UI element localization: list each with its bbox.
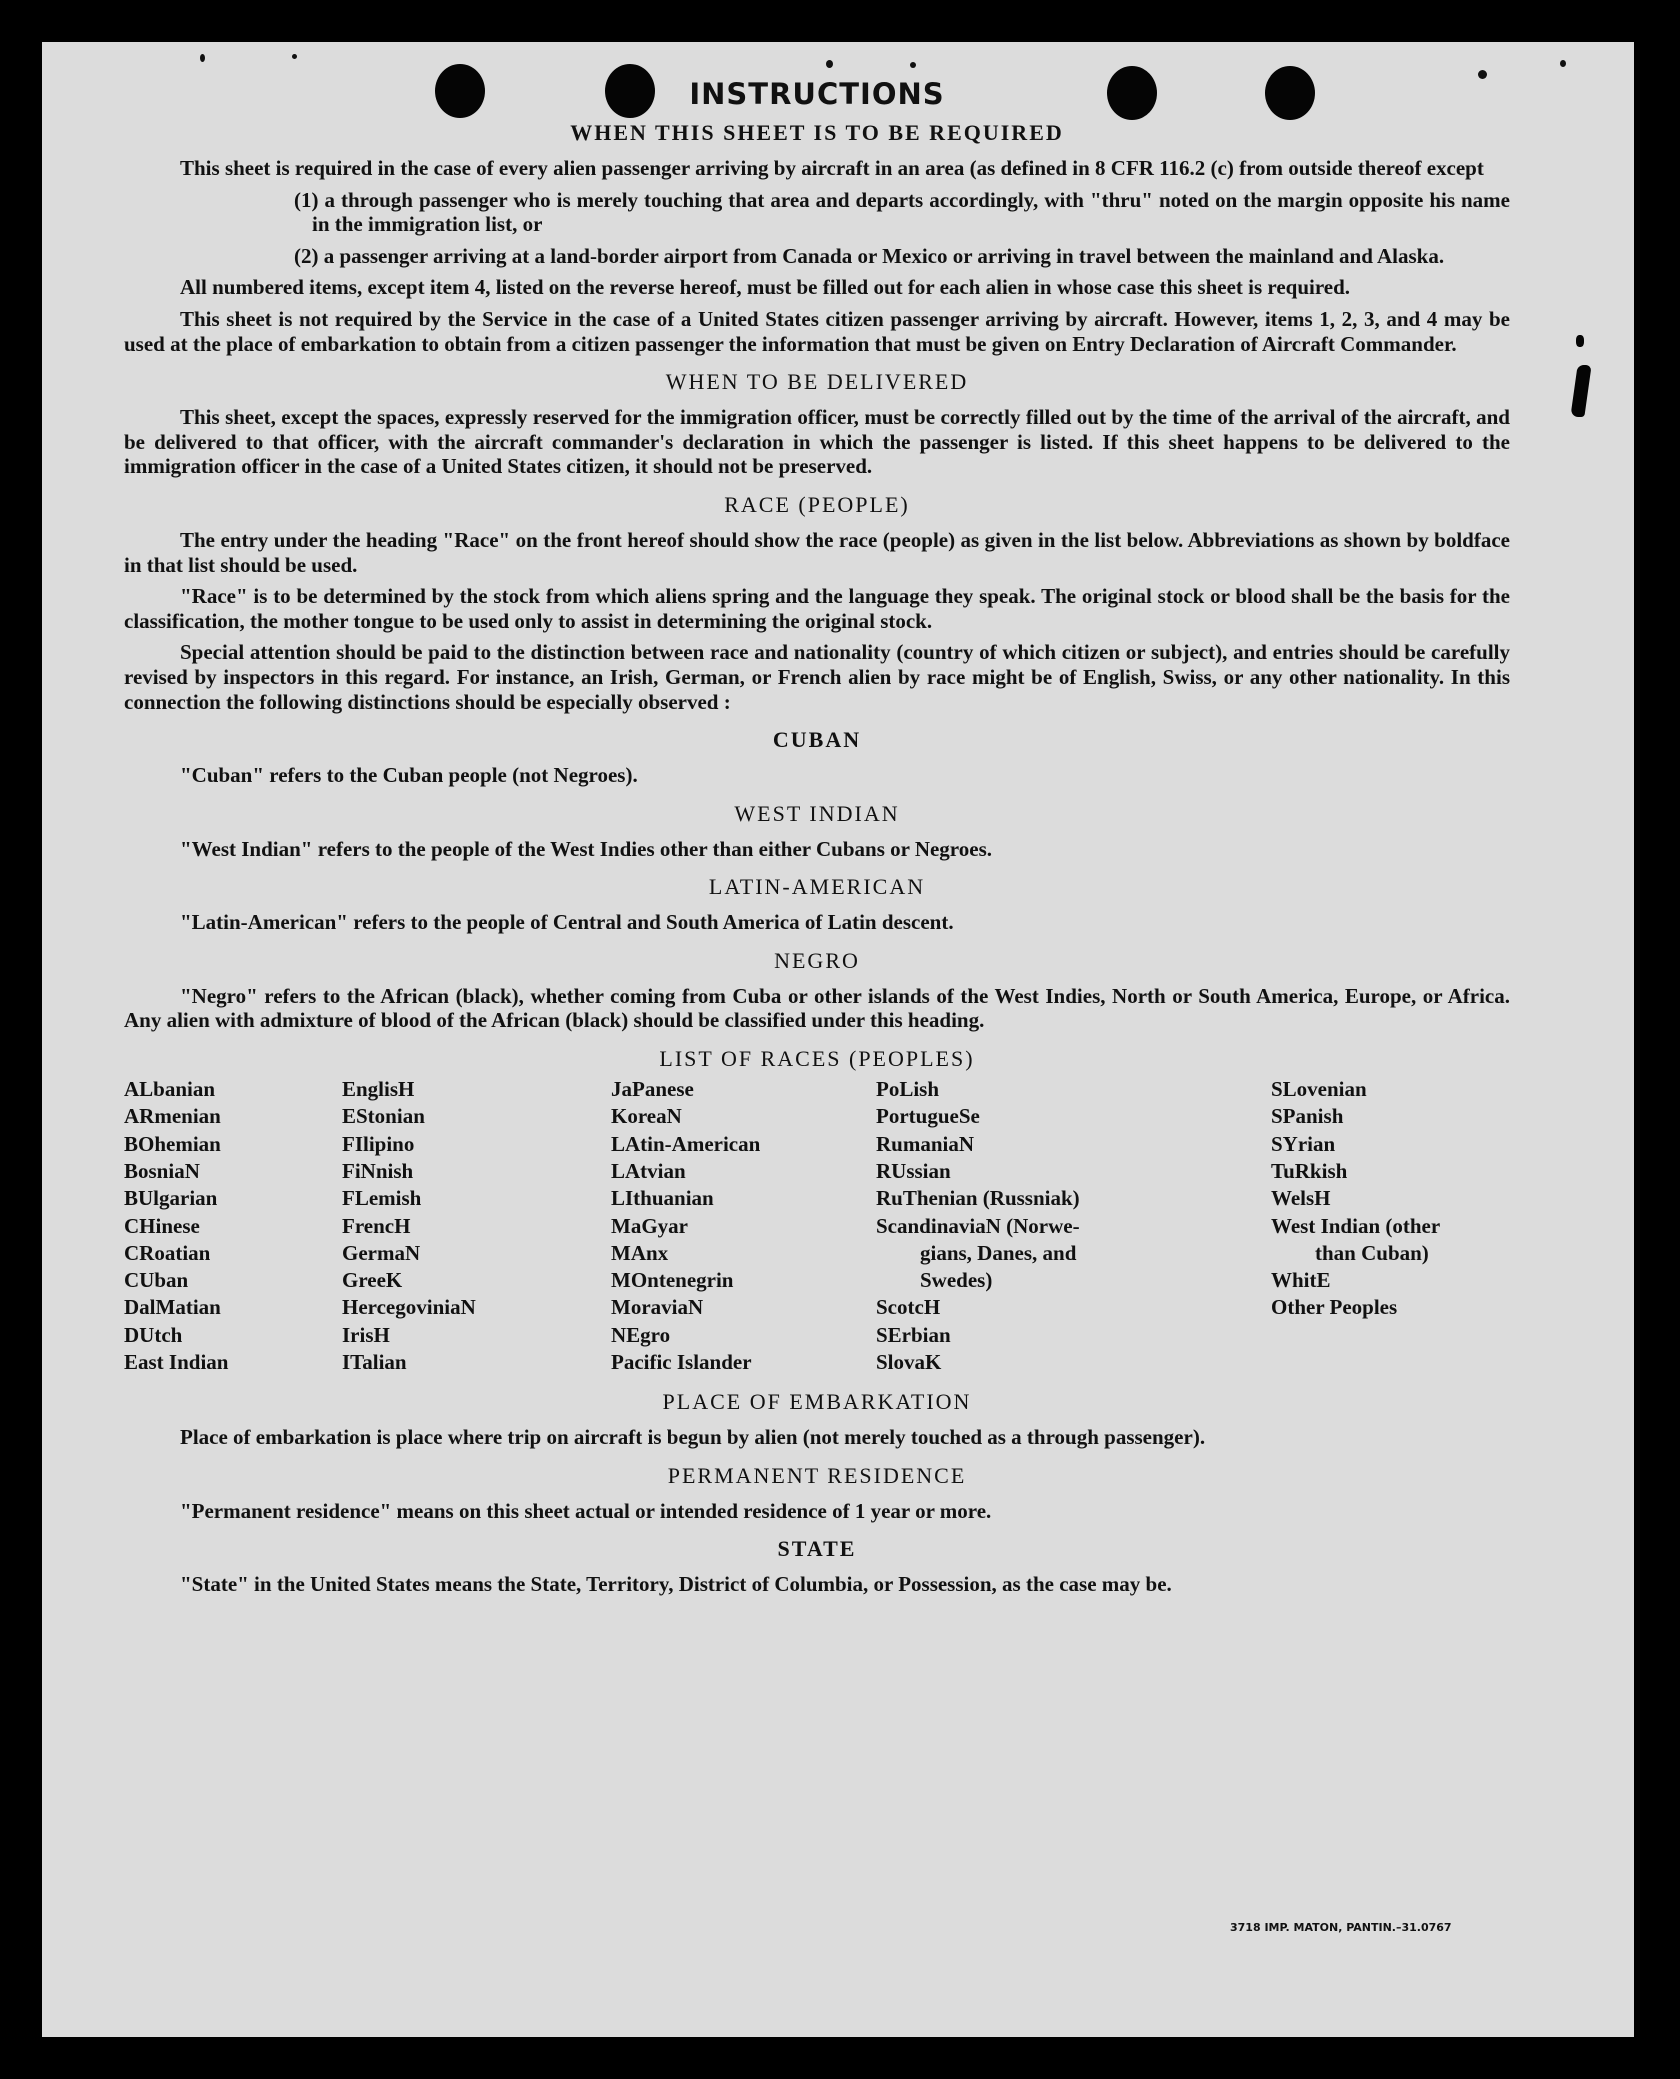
race-item: NEgro	[611, 1322, 671, 1347]
race-item: SlovaK	[876, 1350, 942, 1375]
list-item: (1) a through passenger who is merely touching that area and departs accordingly, with "thru" noted on the margin opposite his name in the immigration list, or	[294, 187, 1510, 237]
race-item: ITalian	[342, 1350, 407, 1375]
page-title: INSTRUCTIONS	[689, 77, 945, 111]
race-item: EStonian	[342, 1104, 425, 1129]
section-heading: LATIN-AMERICAN	[708, 874, 926, 900]
paragraph: "Latin-American" refers to the people of Central and South America of Latin descent.	[180, 910, 954, 935]
race-item: GermaN	[342, 1240, 421, 1265]
paragraph: Special attention should be paid to the distinction between race and nationality (country of which citizen or subject), and entries should be carefully revised by inspectors in this regard. For instance, an Irish, German, or French alien by race might be of English, Swiss, or any other nationality. In this connection the following distinctions should be especially observed :	[124, 640, 1510, 714]
race-item: GreeK	[342, 1268, 403, 1293]
race-item: gians, Danes, and	[920, 1240, 1077, 1265]
list-item: (2) a passenger arriving at a land-border airport from Canada or Mexico or arriving in travel between the mainland and Alaska.	[294, 243, 1445, 268]
section-heading: STATE	[777, 1536, 857, 1562]
race-item: BOhemian	[124, 1131, 221, 1156]
race-item: Swedes)	[920, 1268, 993, 1293]
speck	[200, 54, 205, 62]
section-heading: PERMANENT RESIDENCE	[667, 1462, 967, 1488]
paragraph: "State" in the United States means the State, Territory, District of Columbia, or Possession, as the case may be.	[180, 1572, 1172, 1597]
race-item: IrisH	[342, 1322, 390, 1347]
race-item: LAtvian	[611, 1158, 686, 1183]
race-item: FrencH	[342, 1213, 411, 1238]
race-item: BUlgarian	[124, 1186, 218, 1211]
section-heading: WHEN TO BE DELIVERED	[665, 369, 969, 395]
race-list	[124, 1076, 1510, 1376]
section-heading: PLACE OF EMBARKATION	[662, 1389, 972, 1415]
section-heading: RACE (PEOPLE)	[724, 491, 910, 517]
paragraph: "Race" is to be determined by the stock from which aliens spring and the language they speak. The original stock or blood shall be the basis for the classification, the mother tongue to be used only to assist in determining the original stock.	[124, 584, 1510, 633]
race-item: SErbian	[876, 1322, 951, 1347]
race-item: FiNnish	[342, 1158, 414, 1183]
race-item: EnglisH	[342, 1077, 415, 1102]
race-item: MOntenegrin	[611, 1268, 734, 1293]
race-item: WhitE	[1271, 1268, 1331, 1293]
race-item: RUssian	[876, 1158, 951, 1183]
section-heading: LIST OF RACES (PEOPLES)	[659, 1046, 975, 1072]
race-item: RumaniaN	[876, 1131, 975, 1156]
race-column	[342, 1076, 476, 1376]
race-item: LIthuanian	[611, 1186, 714, 1211]
race-item: RuThenian (Russniak)	[876, 1186, 1080, 1211]
race-item: CUban	[124, 1268, 189, 1293]
race-item: PortugueSe	[876, 1104, 980, 1129]
instructions-body	[124, 76, 1510, 1604]
race-item: ARmenian	[124, 1104, 221, 1129]
race-item: ScotcH	[876, 1295, 941, 1320]
paragraph: All numbered items, except item 4, listed on the reverse hereof, must be filled out for each alien in whose case this sheet is required.	[180, 275, 1351, 300]
section-heading: CUBAN	[772, 727, 862, 753]
race-item: JaPanese	[611, 1077, 694, 1102]
race-item: CRoatian	[124, 1240, 211, 1265]
race-item: SYrian	[1271, 1131, 1336, 1156]
section-heading: WHEN THIS SHEET IS TO BE REQUIRED	[570, 120, 1064, 145]
race-item: MoraviaN	[611, 1295, 704, 1320]
speck	[292, 54, 297, 59]
race-item: FLemish	[342, 1186, 422, 1211]
section-heading: WEST INDIAN	[734, 800, 900, 826]
speck	[910, 62, 916, 68]
printer-imprint: 3718 IMP. MATON, PANTIN.–31.0767	[1230, 1921, 1452, 1934]
race-item: Other Peoples	[1271, 1295, 1398, 1320]
race-item: LAtin-American	[611, 1131, 761, 1156]
race-item: KoreaN	[611, 1104, 682, 1129]
paragraph: "West Indian" refers to the people of the West Indies other than either Cubans or Negroes.	[180, 836, 992, 861]
paragraph: This sheet, except the spaces, expressly reserved for the immigration officer, must be correctly filled out by the time of the arrival of the aircraft, and be delivered to that officer, with the aircraft commander's declaration in which the passenger is listed. If this sheet happens to be delivered to the immigration officer in the case of a United States citizen, it should not be preserved.	[124, 405, 1510, 479]
race-item: SLovenian	[1271, 1077, 1367, 1102]
paragraph: Place of embarkation is place where trip on aircraft is begun by alien (not merely touched as a through passenger).	[180, 1425, 1206, 1450]
race-item: MaGyar	[611, 1213, 688, 1238]
race-item: Pacific Islander	[611, 1350, 752, 1375]
race-item: ScandinaviaN (Norwe-	[876, 1213, 1080, 1238]
race-item: HercegoviniaN	[342, 1295, 476, 1320]
race-item: WelsH	[1271, 1186, 1331, 1211]
race-item: PoLish	[876, 1077, 940, 1102]
race-item: SPanish	[1271, 1104, 1344, 1129]
race-column	[1271, 1076, 1440, 1322]
paragraph: "Negro" refers to the African (black), whether coming from Cuba or other islands of the West Indies, North or South America, Europe, or Africa. Any alien with admixture of blood of the African (black) should be classified under this heading.	[124, 983, 1510, 1033]
race-item: CHinese	[124, 1213, 200, 1238]
race-item: ALbanian	[124, 1077, 216, 1102]
race-column	[876, 1076, 1080, 1376]
race-item: TuRkish	[1271, 1158, 1348, 1183]
paragraph: The entry under the heading "Race" on the front hereof should show the race (people) as given in the list below. Abbreviations as shown by boldface in that list should be used.	[124, 527, 1510, 577]
race-item: DUtch	[124, 1322, 183, 1347]
mark	[1576, 335, 1584, 347]
paragraph: "Permanent residence" means on this sheet actual or intended residence of 1 year or more.	[180, 1498, 992, 1523]
race-item: FIlipino	[342, 1131, 415, 1156]
speck	[826, 60, 833, 68]
paragraph: This sheet is required in the case of every alien passenger arriving by aircraft in an area (as defined in 8 CFR 116.2 (c) from outside thereof except	[180, 156, 1484, 180]
race-item: East Indian	[124, 1350, 229, 1375]
race-item: MAnx	[611, 1240, 669, 1265]
paragraph: "Cuban" refers to the Cuban people (not Negroes).	[180, 763, 638, 788]
paragraph: This sheet is not required by the Service in the case of a United States citizen passenger arriving by aircraft. However, items 1, 2, 3, and 4 may be used at the place of embarkation to obtain from a citizen passenger the information that must be given on Entry Declaration of Aircraft Commander.	[124, 306, 1510, 356]
race-item: BosniaN	[124, 1158, 200, 1183]
speck	[1560, 60, 1566, 67]
race-item: than Cuban)	[1315, 1240, 1429, 1265]
race-item: DalMatian	[124, 1295, 221, 1320]
race-column	[611, 1076, 760, 1376]
section-heading: NEGRO	[774, 947, 860, 973]
race-item: West Indian (other	[1271, 1213, 1441, 1238]
race-column	[124, 1076, 228, 1376]
